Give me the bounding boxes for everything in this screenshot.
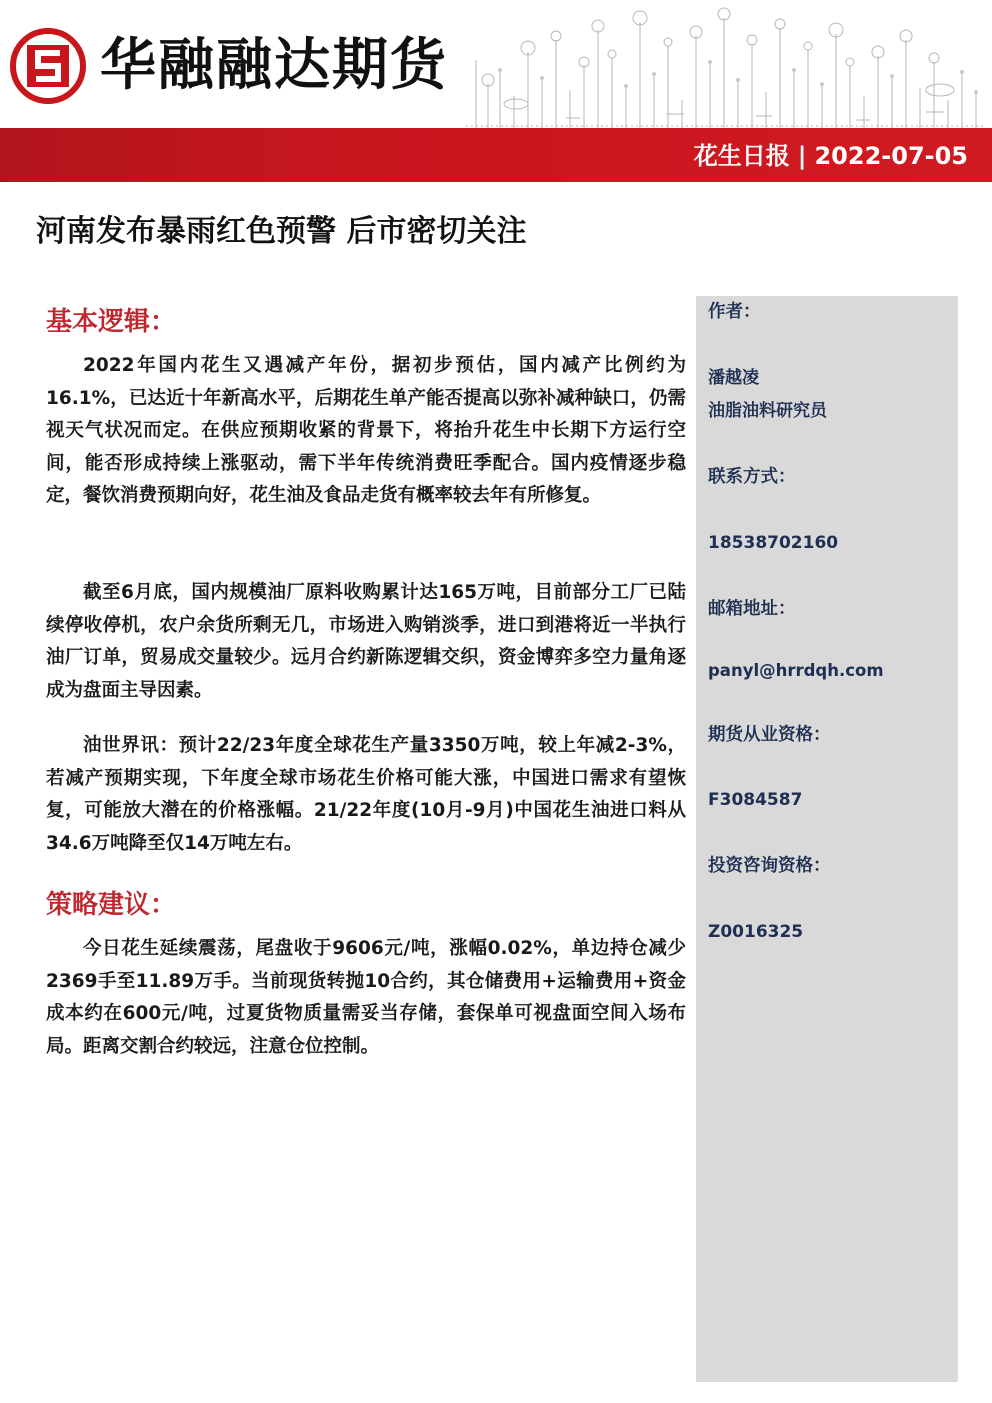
section-heading-strategy: 策略建议： <box>46 890 177 920</box>
logic-paragraph-2: 截至6月底，国内规模油厂原料收购累计达165万吨，目前部分工厂已陆续停收停机，农户余货所剩无几，市场进入购销淡季，进口到港将近一半执行油厂订单，贸易成交量较少。远月合约新陈逻辑交织，资金博弈多空力量角逐成为盘面主导因素。 <box>46 582 686 701</box>
email-address[interactable]: panyl@hrrdqh.com <box>708 661 884 680</box>
author-sidebar <box>696 296 958 1382</box>
futures-qualification-number: F3084587 <box>708 790 803 810</box>
report-tag <box>694 139 968 173</box>
logic-paragraph-3: 油世界讯：预计22/23年度全球花生产量3350万吨，较上年减2-3%，若减产预期实现，下年度全球市场花生价格可能大涨，中国进口需求有望恢复，可能放大潜在的价格涨幅。21/22年度(10月-9月)中国花生油进口料从34.6万吨降至仅14万吨左右。 <box>46 735 686 854</box>
investment-qualification-label: 投资咨询资格： <box>708 856 831 876</box>
author-name: 潘越凌 <box>708 368 759 388</box>
company-logo-icon <box>10 28 86 104</box>
futures-qualification-label: 期货从业资格： <box>708 725 831 745</box>
report-type: 花生日报 <box>693 142 790 170</box>
email-label: 邮箱地址： <box>708 599 796 619</box>
document-title: 河南发布暴雨红色预警 后市密切关注 <box>36 214 527 249</box>
strategy-paragraph-1: 今日花生延续震荡，尾盘收于9606元/吨，涨幅0.02%，单边持仓减少2369手至11.89万手。当前现货转抛10合约，其仓储费用+运输费用+资金成本约在600元/吨，过夏货物质量需妥当存储，套保单可视盘面空间入场布局。距离交割合约较远，注意仓位控制。 <box>46 938 686 1057</box>
phone-number: 18538702160 <box>708 533 839 553</box>
header-decoration <box>456 0 992 128</box>
section-heading-logic: 基本逻辑： <box>46 307 177 337</box>
investment-qualification-number: Z0016325 <box>708 922 804 942</box>
report-date: 2022-07-05 <box>814 142 968 170</box>
contact-label: 联系方式： <box>708 467 796 487</box>
page-header <box>0 0 992 128</box>
author-label: 作者： <box>708 302 761 322</box>
report-separator: | <box>797 142 807 170</box>
brand-name: 华融融达期货 <box>100 33 448 98</box>
author-role: 油脂油料研究员 <box>708 401 827 421</box>
logic-paragraph-1: 2022年国内花生又遇减产年份，据初步预估，国内减产比例约为16.1%，已达近十年新高水平，后期花生单产能否提高以弥补减种缺口，仍需视天气状况而定。在供应预期收紧的背景下，将抬升花生中长期下方运行空间，能否形成持续上涨驱动，需下半年传统消费旺季配合。国内疫情逐步稳定，餐饮消费预期向好，花生油及食品走货有概率较去年有所修复。 <box>46 355 686 506</box>
